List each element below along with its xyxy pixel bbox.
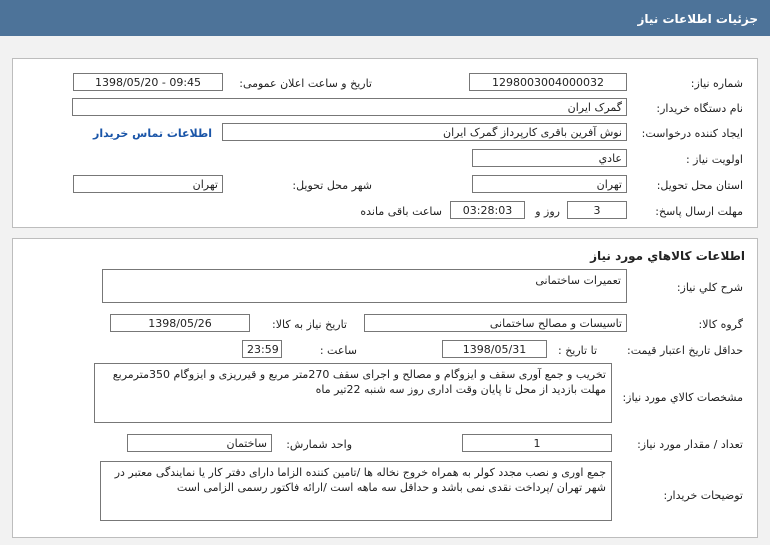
city-label: شهر محل تحویل: [292, 179, 372, 192]
requester-field: نوش آفرین باقری کارپرداز گمرک ایران [222, 123, 627, 141]
validity-time-field: 23:59 [242, 340, 282, 358]
price-validity-label: حداقل تاریخ اعتبار قیمت: [627, 344, 743, 357]
buyer-notes-label: توضیحات خریدار: [663, 489, 743, 502]
validity-time-label: ساعت : [319, 344, 357, 357]
goods-group-field: تاسیسات و مصالح ساختمانی [364, 314, 627, 332]
need-summary-label: شرح کلي نياز: [676, 281, 743, 294]
province-label: استان محل تحویل: [656, 179, 743, 192]
validity-to-date-label: تا تاریخ : [558, 344, 597, 357]
deadline-remaining-label: ساعت باقی مانده [360, 205, 442, 218]
deadline-label: مهلت ارسال پاسخ: [655, 205, 743, 218]
need-info-panel [12, 58, 758, 228]
goods-specs-label: مشخصات کالاي مورد نياز: [622, 391, 743, 404]
quantity-label: تعداد / مقدار مورد نیاز: [637, 438, 743, 451]
unit-label: واحد شمارش: [286, 438, 352, 451]
unit-field: ساختمان [127, 434, 272, 452]
goods-section-title: اطلاعات کالاهاي مورد نياز [590, 249, 745, 263]
announce-datetime-field: 1398/05/20 - 09:45 [73, 73, 223, 91]
need-summary-field: تعمیرات ساختمانی [102, 269, 627, 303]
page-title: جزئیات اطلاعات نیاز [637, 12, 758, 26]
priority-field: عادي [472, 149, 627, 167]
goods-info-panel [12, 238, 758, 538]
validity-date-field: 1398/05/31 [442, 340, 547, 358]
province-field: تهران [472, 175, 627, 193]
page-header [0, 0, 770, 36]
requester-label: ایجاد کننده درخواست: [641, 127, 743, 140]
buyer-org-label: نام دستگاه خریدار: [656, 102, 743, 115]
deadline-time-field: 03:28:03 [450, 201, 525, 219]
need-number-field: 1298003004000032 [469, 73, 627, 91]
buyer-notes-field: جمع اوری و نصب مجدد کولر به همراه خروج نخاله ها /تامین کننده الزاما دارای دفتر کار یا نمایندگی معتبر در شهر تهران /پرداخت نقدی نمی باشد و حداقل سه ماهه است /ارائه فاکتور رسمی الزامی است [100, 461, 612, 521]
announce-datetime-label: تاریخ و ساعت اعلان عمومی: [239, 77, 372, 90]
priority-label: اولویت نیاز : [685, 153, 743, 166]
city-field: تهران [73, 175, 223, 193]
buyer-org-field: گمرک ایران [72, 98, 627, 116]
goods-group-label: گروه کالا: [698, 318, 743, 331]
buyer-contact-link[interactable]: اطلاعات تماس خریدار [92, 127, 212, 140]
quantity-field: 1 [462, 434, 612, 452]
need-date-label: تاریخ نیاز به کالا: [272, 318, 347, 331]
deadline-days-label: روز و [535, 205, 560, 218]
goods-specs-field: تخریب و جمع آوری سقف و ایزوگام و مصالح و اجرای سقف 270متر مربع و قیرریزی و ایزوگام 350مترمربع مهلت بازدید از محل تا پایان وقت اداری روز سه شنبه 22تیر ماه [94, 363, 612, 423]
need-date-field: 1398/05/26 [110, 314, 250, 332]
deadline-days-field: 3 [567, 201, 627, 219]
need-number-label: شماره نیاز: [690, 77, 743, 90]
